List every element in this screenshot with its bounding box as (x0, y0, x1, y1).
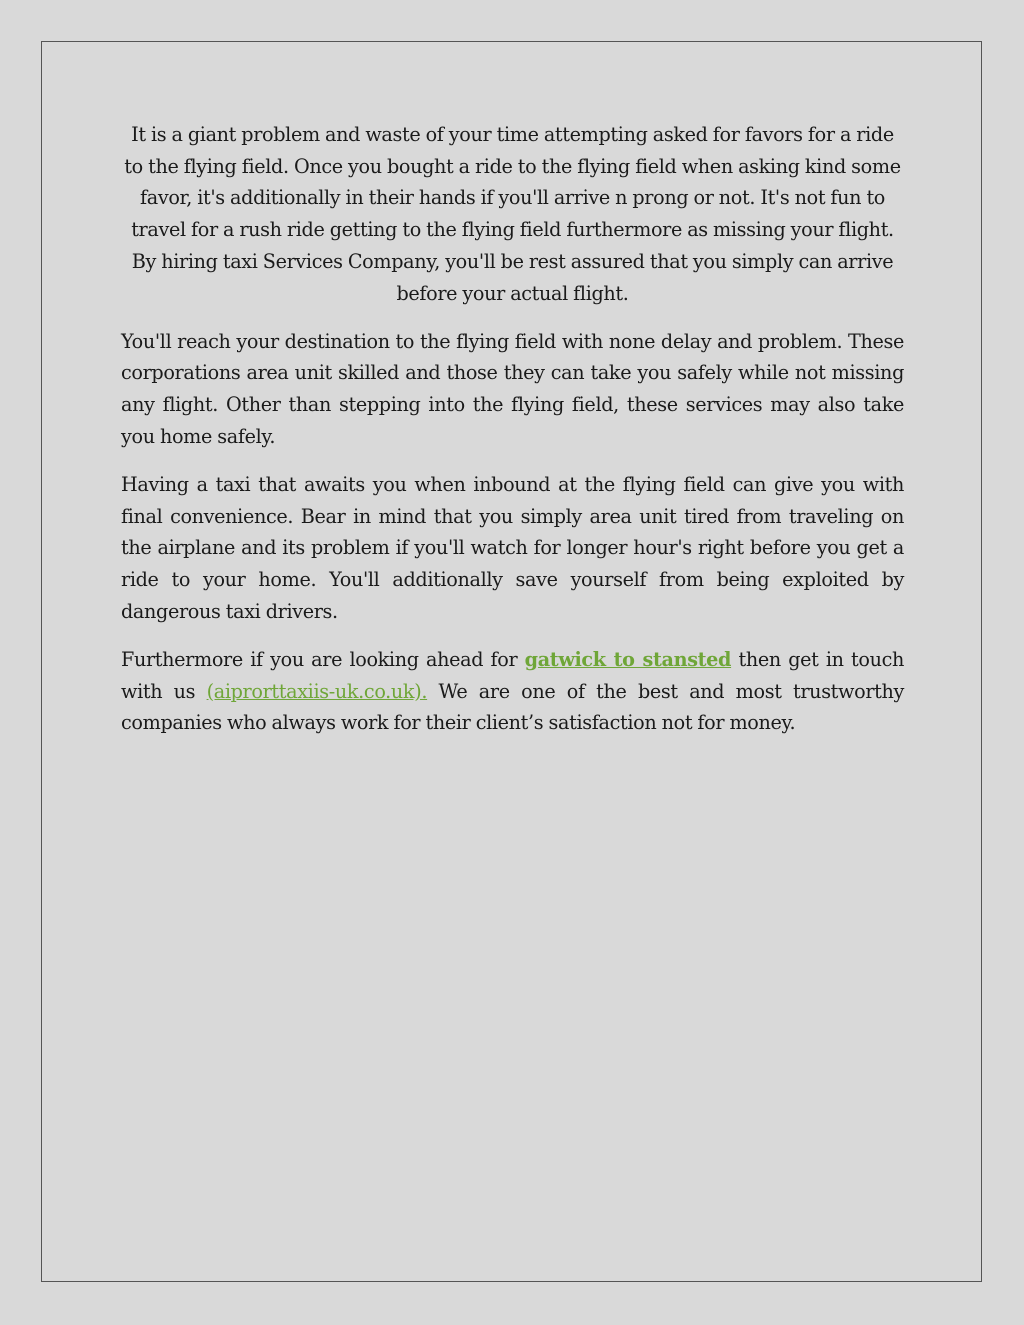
website-link[interactable]: (aiprorttaxiis-uk.co.uk). (206, 679, 428, 703)
document-page (41, 41, 982, 1282)
paragraph-intro: It is a giant problem and waste of your time attempting asked for favors for a ride to the flying field. Once you bought a ride to the flying field when asking kind some favor, it's additionally in their hands if you'll arrive n prong or not. It's not fun to travel for a rush ride getting to the flying field furthermore as missing your flight. By hiring taxi Services Company, you'll be rest assured that you simply can arrive before your actual flight. (124, 123, 901, 305)
contact-text-before: Furthermore if you are looking ahead for (121, 648, 525, 672)
gatwick-to-stansted-link[interactable]: gatwick to stansted (524, 648, 732, 672)
paragraph-convenience: Having a taxi that awaits you when inbound at the flying field can give you with final convenience. Bear in mind that you simply area unit tired from traveling on the airplane and its problem if you'll watch for longer hour's right before you get a ride to your home. You'll additionally save yourself from being exploited by dangerous taxi drivers. (121, 473, 904, 623)
contact-text-between: then get in touch with us (121, 648, 904, 703)
paragraph-contact (121, 644, 904, 739)
paragraph-destination: You'll reach your destination to the flying field with none delay and problem. These corporations area unit skilled and those they can take you safely while not missing any flight. Other than stepping into the flying field, these services may also take you home safely. (121, 329, 904, 448)
document-body (121, 119, 904, 756)
contact-text-after: We are one of the best and most trustworthy companies who always work for their client’s satisfaction not for money. (121, 679, 905, 735)
